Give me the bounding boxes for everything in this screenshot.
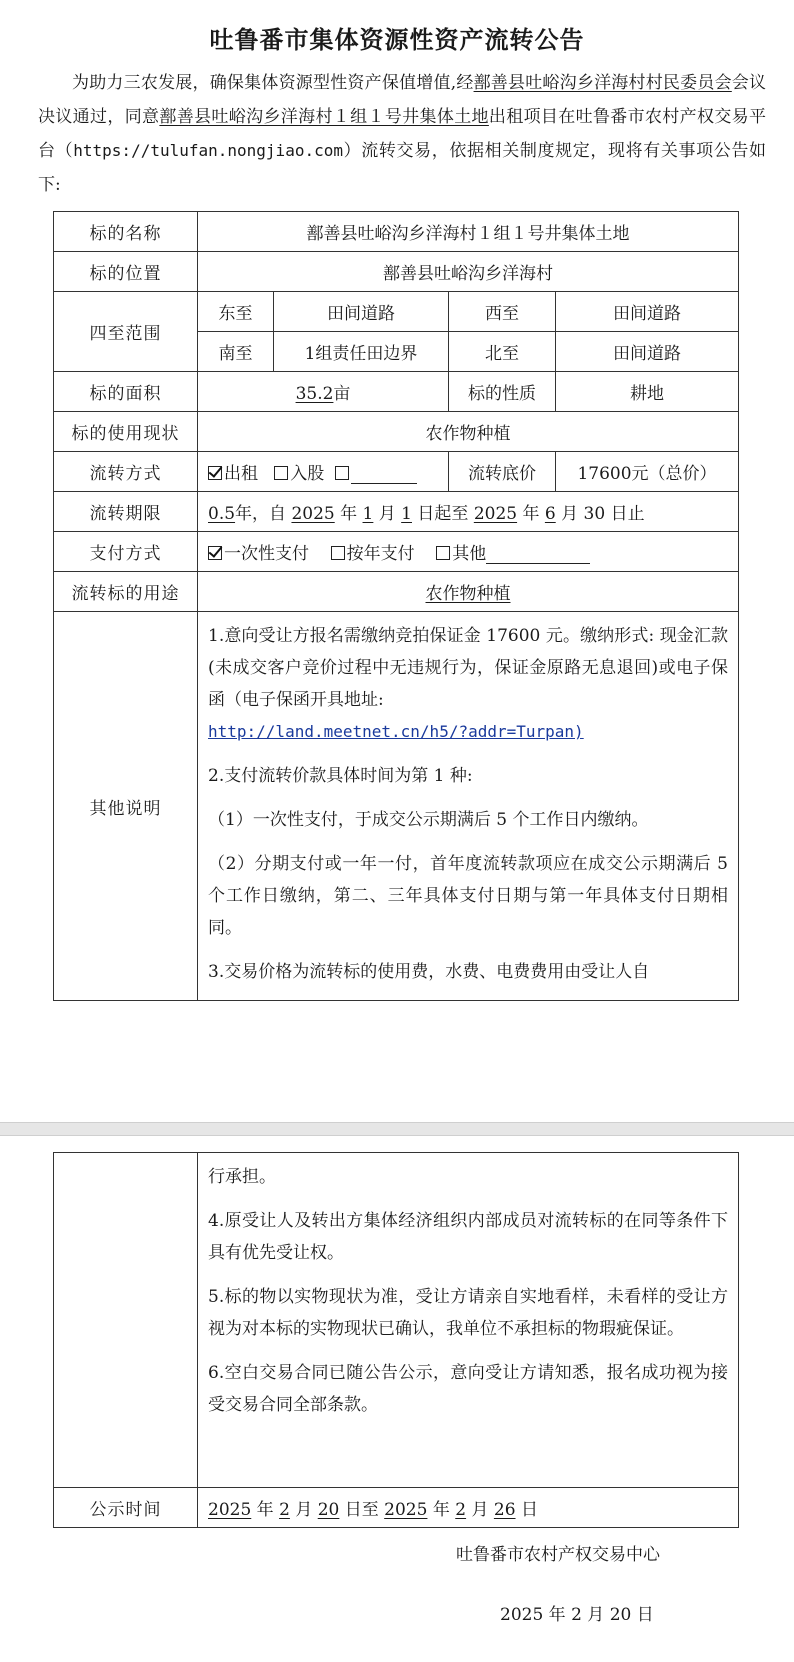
note-item-3-part1: 3.交易价格为流转标的使用费，水费、电费费用由受让人自 <box>208 962 650 982</box>
intro-text-1: 为助力三农发展，确保集体资源型性资产保值增值,经 <box>72 73 474 93</box>
notice-label: 公示时间 <box>54 1488 198 1528</box>
term-text: 年 <box>340 504 358 524</box>
notice-end-day: 26 <box>493 1500 516 1520</box>
notice-start-day: 20 <box>317 1500 340 1520</box>
method-other-checkbox[interactable] <box>335 466 349 480</box>
term-text: 年，自 <box>235 504 287 524</box>
purpose-label: 流转标的用途 <box>54 572 198 612</box>
floor-price-value: 17600元（总价） <box>556 452 739 492</box>
note-item-2b: （2）分期支付或一年一付，首年度流转款项应在成交公示期满后 5 个工作日缴纳，第二、三年具体支付日期与第一年具体支付日期相同。 <box>208 854 728 938</box>
notice-text: 月 <box>471 1500 489 1520</box>
row-area <box>54 372 739 412</box>
south-value: 1组责任田边界 <box>274 332 449 372</box>
term-text: 月 30 日止 <box>561 504 645 524</box>
south-label: 南至 <box>198 332 274 372</box>
west-value: 田间道路 <box>556 292 739 332</box>
west-label: 西至 <box>449 292 556 332</box>
row-bounds-1 <box>54 292 739 332</box>
notes-cell-continued <box>198 1153 739 1488</box>
notice-text: 月 <box>295 1500 313 1520</box>
intro-committee: 鄯善县吐峪沟乡洋海村村民委员会 <box>473 73 732 93</box>
east-value: 田间道路 <box>274 292 449 332</box>
north-label: 北至 <box>449 332 556 372</box>
asset-info-table <box>53 211 739 1001</box>
notes-label-continued <box>54 1153 198 1488</box>
asset-info-table-continued <box>53 1152 739 1528</box>
notes-label: 其他说明 <box>54 612 198 1001</box>
guarantee-link[interactable]: http://land.meetnet.cn/h5/?addr=Turpan) <box>208 722 584 741</box>
intro-project: 鄯善县吐峪沟乡洋海村１组１号井集体土地 <box>159 107 489 127</box>
term-value <box>198 492 739 532</box>
platform-url[interactable]: https://tulufan.nongjiao.com <box>73 141 343 160</box>
notice-start-month: 2 <box>279 1500 290 1520</box>
payment-options <box>198 532 739 572</box>
pay-lump-sum-checkbox[interactable] <box>208 546 222 560</box>
method-lease-checkbox[interactable] <box>208 466 222 480</box>
term-end-year: 2025 <box>473 504 518 524</box>
row-notice-period <box>54 1488 739 1528</box>
row-notes-continued <box>54 1153 739 1488</box>
area-value: 35.2 <box>295 384 334 404</box>
method-lease-label: 出租 <box>224 464 258 484</box>
issuing-organization: 吐鲁番市农村产权交易中心 <box>456 1545 660 1565</box>
note-item-5: 5.标的物以实物现状为准，受让方请亲自实地看样，未看样的受让方视为对本标的实物现状已确认，我单位不承担标的物瑕疵保证。 <box>208 1287 728 1339</box>
east-label: 东至 <box>198 292 274 332</box>
row-location <box>54 252 739 292</box>
intro-text-4: ）流转交易，依据相关制度规定，现将有关事项公告如下: <box>38 141 767 195</box>
term-text: 日起至 <box>417 504 469 524</box>
notice-value <box>198 1488 739 1528</box>
nature-label: 标的性质 <box>449 372 556 412</box>
note-item-3-part2: 行承担。 <box>208 1167 276 1187</box>
floor-price-label: 流转底价 <box>449 452 556 492</box>
area-unit: 亩 <box>333 384 351 404</box>
term-end-month: 6 <box>544 504 556 524</box>
term-years: 0.5 <box>208 504 236 524</box>
intro-text-2: 会议决议通过，同意 <box>38 73 767 127</box>
nature-value: 耕地 <box>556 372 739 412</box>
row-method <box>54 452 739 492</box>
row-name <box>54 212 739 252</box>
row-purpose <box>54 572 739 612</box>
term-text: 月 <box>378 504 396 524</box>
usage-label: 标的使用现状 <box>54 412 198 452</box>
row-usage <box>54 412 739 452</box>
notice-start-year: 2025 <box>208 1500 252 1520</box>
notes-cell <box>198 612 739 1001</box>
notice-text: 年 <box>256 1500 274 1520</box>
notes-content <box>198 612 738 988</box>
notice-end-month: 2 <box>455 1500 467 1520</box>
note-item-6: 6.空白交易合同已随公告公示，意向受让方请知悉，报名成功视为接受交易合同全部条款。 <box>208 1363 728 1415</box>
row-notes <box>54 612 739 1001</box>
notice-end-year: 2025 <box>384 1500 428 1520</box>
name-label: 标的名称 <box>54 212 198 252</box>
page-separator <box>0 1122 794 1136</box>
method-share-checkbox[interactable] <box>274 466 288 480</box>
purpose-value-cell <box>198 572 739 612</box>
method-options <box>198 452 449 492</box>
pay-other-checkbox[interactable] <box>436 546 450 560</box>
notes-content-continued <box>198 1153 738 1421</box>
name-value: 鄯善县吐峪沟乡洋海村１组１号井集体土地 <box>198 212 739 252</box>
location-label: 标的位置 <box>54 252 198 292</box>
payment-label: 支付方式 <box>54 532 198 572</box>
document-page-2 <box>0 1136 794 1662</box>
purpose-value: 农作物种植 <box>425 584 511 604</box>
row-term <box>54 492 739 532</box>
notice-text: 日 <box>520 1500 538 1520</box>
term-text: 年 <box>522 504 540 524</box>
note-item-4: 4.原受让人及转出方集体经济组织内部成员对流转标的在同等条件下具有优先受让权。 <box>208 1211 728 1263</box>
note-1-text: 1.意向受让方报名需缴纳竞拍保证金 17600 元。缴纳形式: 现金汇款(未成交客户竞价过程中无违规行为，保证金原路无息退回)或电子保函（电子保函开具地址: <box>208 626 728 710</box>
term-start-year: 2025 <box>291 504 335 524</box>
term-start-day: 1 <box>401 504 412 524</box>
method-label: 流转方式 <box>54 452 198 492</box>
location-value: 鄯善县吐峪沟乡洋海村 <box>198 252 739 292</box>
method-other-blank <box>351 466 417 484</box>
usage-value: 农作物种植 <box>198 412 739 452</box>
row-payment <box>54 532 739 572</box>
term-start-month: 1 <box>362 504 374 524</box>
method-share-label: 入股 <box>290 464 325 484</box>
note-item-2: 2.支付流转价款具体时间为第 1 种: <box>208 766 473 786</box>
pay-other-label: 其他 <box>452 544 487 564</box>
notice-text: 日至 <box>344 1500 379 1520</box>
north-value: 田间道路 <box>556 332 739 372</box>
pay-other-blank <box>486 546 590 564</box>
note-item-2a: （1）一次性支付，于成交公示期满后 5 个工作日内缴纳。 <box>208 810 649 830</box>
intro-paragraph <box>38 66 766 202</box>
note-item-1 <box>208 620 728 748</box>
issue-date: 2025 年 2 月 20 日 <box>500 1605 654 1625</box>
area-label: 标的面积 <box>54 372 198 412</box>
bounds-label: 四至范围 <box>54 292 198 372</box>
term-label: 流转期限 <box>54 492 198 532</box>
area-value-cell <box>198 372 449 412</box>
document-title: 吐鲁番市集体资源性资产流转公告 <box>209 25 585 54</box>
notice-text: 年 <box>432 1500 450 1520</box>
pay-yearly-checkbox[interactable] <box>331 546 345 560</box>
intro-text-3: 出租项目在吐鲁番市农村产权交易平台（ <box>38 107 767 161</box>
pay-yearly-label: 按年支付 <box>346 544 415 564</box>
pay-lump-sum-label: 一次性支付 <box>224 544 309 564</box>
